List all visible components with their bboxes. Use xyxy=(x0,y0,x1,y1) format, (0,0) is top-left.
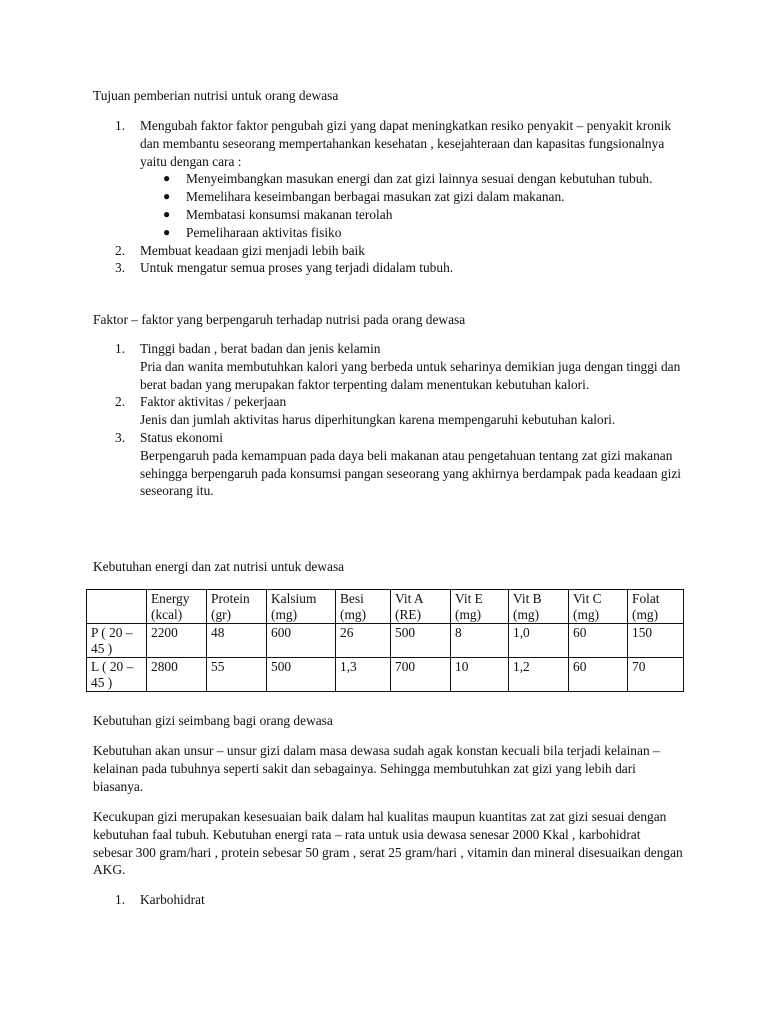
table-header-cell xyxy=(87,590,147,624)
table-cell: 150 xyxy=(628,624,684,658)
table-cell: 48 xyxy=(207,624,267,658)
table-row xyxy=(87,624,684,658)
list-number: 1. xyxy=(115,892,126,907)
faktor-list xyxy=(93,340,683,500)
table-cell: 500 xyxy=(391,624,451,658)
bullet-item xyxy=(140,206,683,224)
table-header-cell: Protein (gr) xyxy=(207,590,267,624)
table-cell: 500 xyxy=(267,658,336,692)
section-title-faktor: Faktor – faktor yang berpengaruh terhadap nutrisi pada orang dewasa xyxy=(93,312,466,327)
bullet-text: Memelihara keseimbangan berbagai masukan zat gizi dalam makanan. xyxy=(186,189,565,205)
list-item-heading: Status ekonomi xyxy=(140,429,223,445)
list-item-heading: Faktor aktivitas / pekerjaan xyxy=(140,394,287,410)
list-number: 1. xyxy=(115,118,126,133)
list-item xyxy=(93,117,683,242)
section-title-kebutuhan-energi: Kebutuhan energi dan zat nutrisi untuk dewasa xyxy=(93,559,345,574)
nutrient-list xyxy=(93,891,683,909)
table-cell: 700 xyxy=(391,658,451,692)
list-item xyxy=(93,340,683,393)
table-cell: 26 xyxy=(336,624,391,658)
list-item-body: Berpengaruh pada kemampuan pada daya beli makanan atau pengetahuan tentang zat gizi makanan sehingga berpengaruh pada konsumsi pangan seseorang yang akhirnya berdampak pada keadaan gizi seseorang itu. xyxy=(140,447,682,499)
section-title-gizi-seimbang: Kebutuhan gizi seimbang bagi orang dewasa xyxy=(93,713,333,728)
table-header-cell: Vit E (mg) xyxy=(451,590,509,624)
table-header-cell: Besi (mg) xyxy=(336,590,391,624)
bullet-item xyxy=(140,170,683,188)
table-cell: 8 xyxy=(451,624,509,658)
table-cell: 600 xyxy=(267,624,336,658)
paragraph-kebutuhan-unsur: Kebutuhan akan unsur – unsur gizi dalam masa dewasa sudah agak konstan kecuali bila terjadi kelainan – kelainan pada tubuhnya seperti sakit dan sebagainya. Sehingga membutuhkan zat gizi yang lebih dari biasanya. xyxy=(93,743,660,794)
list-item xyxy=(93,242,683,260)
nutrition-table xyxy=(86,589,684,692)
table-header-cell: Kalsium (mg) xyxy=(267,590,336,624)
table-cell: 1,2 xyxy=(509,658,569,692)
table-cell: 1,0 xyxy=(509,624,569,658)
bullet-icon: ● xyxy=(163,224,171,239)
bullet-icon: ● xyxy=(163,171,171,186)
list-item-body: Pria dan wanita membutuhkan kalori yang berbeda untuk seharinya demikian juga dengan tinggi dan berat badan yang merupakan faktor terpenting dalam menentukan kebutuhan kalori. xyxy=(140,358,681,392)
bullet-item xyxy=(140,188,683,206)
section-title-tujuan: Tujuan pemberian nutrisi untuk orang dewasa xyxy=(93,88,339,103)
table-cell: L ( 20 – 45 ) xyxy=(87,658,147,692)
bullet-item xyxy=(140,224,683,242)
table-cell: 2800 xyxy=(147,658,207,692)
table-header-cell: Folat (mg) xyxy=(628,590,684,624)
list-item xyxy=(93,259,683,277)
table-header-row xyxy=(87,590,684,624)
table-header-cell: Vit C (mg) xyxy=(569,590,628,624)
bullet-text: Pemeliharaan aktivitas fisiko xyxy=(186,224,342,240)
list-item-text: Membuat keadaan gizi menjadi lebih baik xyxy=(140,242,365,258)
bullet-list xyxy=(140,170,683,241)
table-header-cell: Energy (kcal) xyxy=(147,590,207,624)
list-item xyxy=(93,393,683,429)
table-cell: 60 xyxy=(569,658,628,692)
table-cell: 1,3 xyxy=(336,658,391,692)
list-item-text: Mengubah faktor faktor pengubah gizi yang dapat meningkatkan resiko penyakit – penyakit kronik dan membantu seseorang mempertahankan kesehatan , kesejahteraan dan kapasitas fungsionalnya yaitu dengan cara : xyxy=(140,118,672,169)
list-number: 2. xyxy=(115,242,126,258)
list-item xyxy=(93,429,683,500)
bullet-text: Membatasi konsumsi makanan terolah xyxy=(186,206,393,222)
list-item-heading: Tinggi badan , berat badan dan jenis kelamin xyxy=(140,341,381,356)
table-cell: 10 xyxy=(451,658,509,692)
table-header-cell: Vit B (mg) xyxy=(509,590,569,624)
table-cell: P ( 20 – 45 ) xyxy=(87,624,147,658)
list-item-body: Jenis dan jumlah aktivitas harus diperhitungkan karena mempengaruhi kebutuhan kalori. xyxy=(140,412,616,428)
list-item-text: Karbohidrat xyxy=(140,892,205,907)
table-cell: 70 xyxy=(628,658,684,692)
list-number: 2. xyxy=(115,394,126,410)
bullet-icon: ● xyxy=(163,206,171,221)
tujuan-list xyxy=(93,117,683,277)
paragraph-kecukupan-gizi: Kecukupan gizi merupakan kesesuaian baik dalam hal kualitas maupun kuantitas zat zat gizi sesuai dengan kebutuhan faal tubuh. Kebutuhan energi rata – rata untuk usia dewasa senesar 2000 Kkal , karbohidrat sebesar 300 gram/hari , protein sebesar 50 gram , serat 25 gram/hari , vitamin dan mineral disesuaikan dengan AKG. xyxy=(93,809,683,878)
bullet-text: Menyeimbangkan masukan energi dan zat gizi lainnya sesuai dengan kebutuhan tubuh. xyxy=(186,171,653,187)
table-row xyxy=(87,658,684,692)
bullet-icon: ● xyxy=(163,189,171,204)
list-number: 1. xyxy=(115,341,126,356)
table-cell: 60 xyxy=(569,624,628,658)
list-item-text: Untuk mengatur semua proses yang terjadi didalam tubuh. xyxy=(140,260,454,276)
table-cell: 55 xyxy=(207,658,267,692)
list-number: 3. xyxy=(115,429,126,445)
list-item xyxy=(93,891,683,909)
list-number: 3. xyxy=(115,260,126,276)
table-cell: 2200 xyxy=(147,624,207,658)
table-header-cell: Vit A (RE) xyxy=(391,590,451,624)
